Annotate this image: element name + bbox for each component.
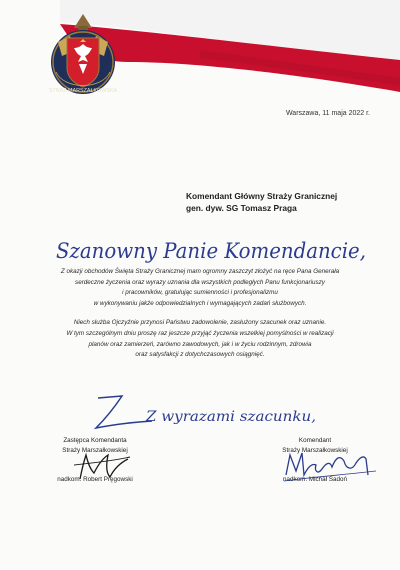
signature-left <box>40 436 150 485</box>
recipient-title: Komendant Główny Straży Granicznej <box>186 191 338 201</box>
recipient-block <box>186 190 337 214</box>
body-line: W tym szczególnym dniu proszę raz jeszcze przyjąć życzenia wszelkiej pomyślności w realizacji <box>66 329 334 337</box>
body-line: Niech służba Ojczyźnie przynosi Państwu zadowolenie, zasłużony szacunek oraz uznanie. <box>73 319 327 327</box>
signatory-title: Zastępca Komendanta <box>63 437 127 444</box>
closing-text: Z wyrazami szacunku, <box>144 409 316 425</box>
letter-date: Warszawa, 11 maja 2022 r. <box>285 110 370 117</box>
signatory-name: nadkom. Michał Sadoń <box>282 476 348 483</box>
paragraph-1 <box>20 267 380 309</box>
recipient-name: gen. dyw. SG Tomasz Praga <box>186 203 297 213</box>
signatory-title: Straży Marszałkowskiej <box>62 446 128 454</box>
signatory-title: Straży Marszałkowskiej <box>282 446 348 454</box>
handwritten-salutation <box>56 232 376 270</box>
salutation-text: Szanowny Panie Komendancie, <box>56 239 366 263</box>
signatory-title: Komendant <box>298 437 332 444</box>
body-line: i pracowników, gratulując sumienności i profesjonalizmu <box>122 289 278 297</box>
body-line: Z okazji obchodów Święta Straży Granicznej mam ogromny zaszczyt złożyć na ręce Pana Generała <box>60 268 340 275</box>
body-line: serdeczne życzenia oraz wyrazy uznania dla wszystkich podległych Panu funkcjonariuszy <box>75 278 325 286</box>
straz-marszalkowska-emblem-icon <box>42 12 124 100</box>
handwritten-closing <box>92 392 324 432</box>
emblem-text: STRAŻ MARSZAŁKOWSKA <box>48 88 118 94</box>
body-line: planów oraz zamierzeń, zarówno zawodowych, jak i w życiu rodzinnym, zdrowia <box>88 340 312 348</box>
paragraph-2 <box>20 318 380 360</box>
signatory-name: nadkom. Robert Pręgowski <box>57 476 133 483</box>
body-line: w wykonywaniu jakże odpowiedzialnych i wymagających zadań służbowych. <box>93 299 307 307</box>
body-line: oraz satysfakcji z dotychczasowych osiągnięć. <box>135 351 265 359</box>
signature-right <box>255 436 375 485</box>
letter-body <box>20 267 380 370</box>
